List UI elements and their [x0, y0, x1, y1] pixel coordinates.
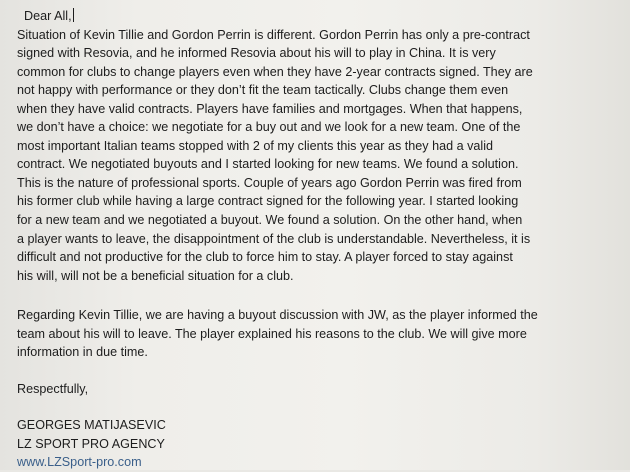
signature-website-link[interactable]: www.LZSport-pro.com [17, 455, 142, 470]
paragraph-2-line: information in due time. [17, 345, 148, 360]
paragraph-1 [17, 26, 625, 286]
paragraph-spacer [17, 362, 625, 380]
paragraph-1-line: for a new team and we negotiated a buyout. We found a solution. On the other hand, when [17, 213, 523, 228]
paragraph-1-line: we don’t have a choice: we negotiate for a buy out and we look for a new team. One of the [17, 120, 521, 135]
paragraph-1-line: This is the nature of professional sports. Couple of years ago Gordon Perrin was fired from [17, 175, 522, 190]
paragraph-spacer [17, 285, 625, 306]
paragraph-1-line: a player wants to leave, the disappointment of the club is understandable. Nevertheless, it is [17, 231, 531, 246]
greeting-line [24, 7, 625, 26]
paragraph-1-line: signed with Resovia, and he informed Resovia about his will to play in China. It is very [17, 46, 496, 61]
letter-body [17, 7, 625, 472]
paragraph-2-line: team about his will to leave. The player explained his reasons to the club. We will give more [17, 326, 527, 341]
paragraph-1-line: common for clubs to change players even when they have 2-year contracts signed. They are [17, 64, 533, 79]
signature-agency: LZ SPORT PRO AGENCY [17, 436, 165, 451]
greeting: Dear All, [24, 9, 72, 23]
paragraph-1-line: his will, will not be a beneficial situation for a club. [17, 268, 294, 283]
paragraph-1-line: difficult and not productive for the club to force him to stay. A player forced to stay against [17, 250, 513, 265]
paragraph-1-line: his former club while having a large contract signed for the following year. I started looking [17, 194, 519, 209]
paragraph-1-line: when they have valid contracts. Players have families and mortgages. When that happens, [17, 101, 523, 116]
paragraph-2-line: Regarding Kevin Tillie, we are having a buyout discussion with JW, as the player informed the [17, 308, 538, 323]
signature-name: GEORGES MATIJASEVIC [17, 418, 166, 433]
signature-block [17, 416, 625, 472]
paragraph-1-line: Situation of Kevin Tillie and Gordon Perrin is different. Gordon Perrin has only a pre-contract [17, 27, 530, 42]
text-cursor [73, 8, 74, 22]
paragraph-2 [17, 306, 625, 362]
closing: Respectfully, [17, 381, 89, 396]
paragraph-spacer [17, 398, 625, 416]
paragraph-1-line: contract. We negotiated buyouts and I started looking for new teams. We found a solution. [17, 157, 519, 172]
paragraph-1-line: most important Italian teams stopped with 2 of my clients this year as they had a valid [17, 138, 493, 153]
paragraph-1-line: not happy with performance or they don’t fit the team tactically. Clubs change them even [17, 83, 509, 98]
